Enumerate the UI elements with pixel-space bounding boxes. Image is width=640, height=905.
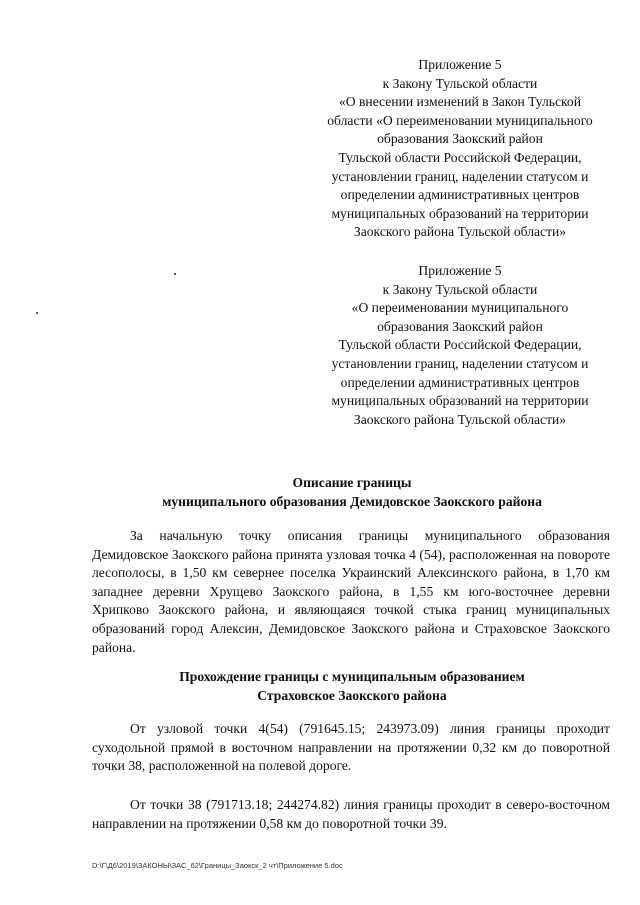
annex-line: Заокского района Тульской области»: [353, 224, 567, 240]
section-heading-line: Прохождение границы с муниципальным образованием: [179, 669, 525, 684]
intro-paragraph: За начальную точку описания границы муниципального образования Демидовское Заокского района принята узловая точка 4 (54), расположенная на повороте лесополосы, в 1,50 км севернее поселка Украинский Алексинского района, в 1,70 км западнее деревни Хрущево Заокского района, в 1,55 км юго-восточнее деревни Хрипково Заокского района, и являющаяся точкой стыка границ муниципальных образований город Алексин, Демидовское Заокского района и Страховское Заокского района.: [92, 528, 610, 655]
annex-line: Приложение 5: [418, 263, 502, 278]
file-path-footer: D:\Г\Д6\2019\ЗАКОНЫ\ЗАС_62\Границы_Заокск_2 чт\Приложение 5.doc: [92, 861, 343, 870]
annex-line: образования Заокский район: [377, 131, 543, 147]
annex-line: муниципальных образований на территории: [331, 393, 589, 409]
annex-line: установлении границ, наделении статусом и: [331, 355, 589, 371]
boundary-paragraph: От узловой точки 4(54) (791645.15; 243973.09) линия границы проходит суходольной прямой в восточном направлении на протяжении 0,32 км до поворотной точки 38, расположенной на полевой дороге.: [92, 721, 610, 774]
annex-line: Тульской области Российской Федерации,: [338, 337, 582, 353]
annex-line: Приложение 5: [418, 57, 502, 72]
annex-line: определении административных центров: [340, 374, 580, 390]
document-title-line: Описание границы: [292, 475, 412, 490]
annex-line: установлении границ, наделении статусом и: [331, 168, 589, 184]
scan-speck: [36, 312, 38, 314]
document-title: [92, 474, 612, 511]
annex-line: образования Заокский район: [377, 318, 543, 334]
annex-line: области «О переименовании муниципального: [327, 112, 593, 128]
annex-line: к Закону Тульской области: [382, 281, 538, 297]
annex-line: Заокского района Тульской области»: [353, 411, 567, 427]
boundary-paragraph: От точки 38 (791713.18; 244274.82) линия границы проходит в северо-восточном направлении на протяжении 0,58 км до поворотной точки 39.: [92, 797, 610, 831]
annex-line: к Закону Тульской области: [382, 75, 538, 91]
annex-line: Тульской области Российской Федерации,: [338, 149, 582, 165]
annex-line: определении административных центров: [340, 187, 580, 203]
annex-header-current: [300, 56, 620, 242]
annex-line: «О переименовании муниципального: [351, 300, 569, 316]
annex-line: муниципальных образований на территории: [331, 205, 589, 221]
annex-header-original: [300, 262, 620, 429]
document-title-line: муниципального образования Демидовское Заокского района: [162, 493, 542, 509]
annex-line: «О внесении изменений в Закон Тульской: [338, 94, 582, 110]
section-heading-line: Страховское Заокского района: [257, 687, 447, 703]
section-heading: [92, 668, 612, 705]
scan-speck: [174, 273, 176, 275]
